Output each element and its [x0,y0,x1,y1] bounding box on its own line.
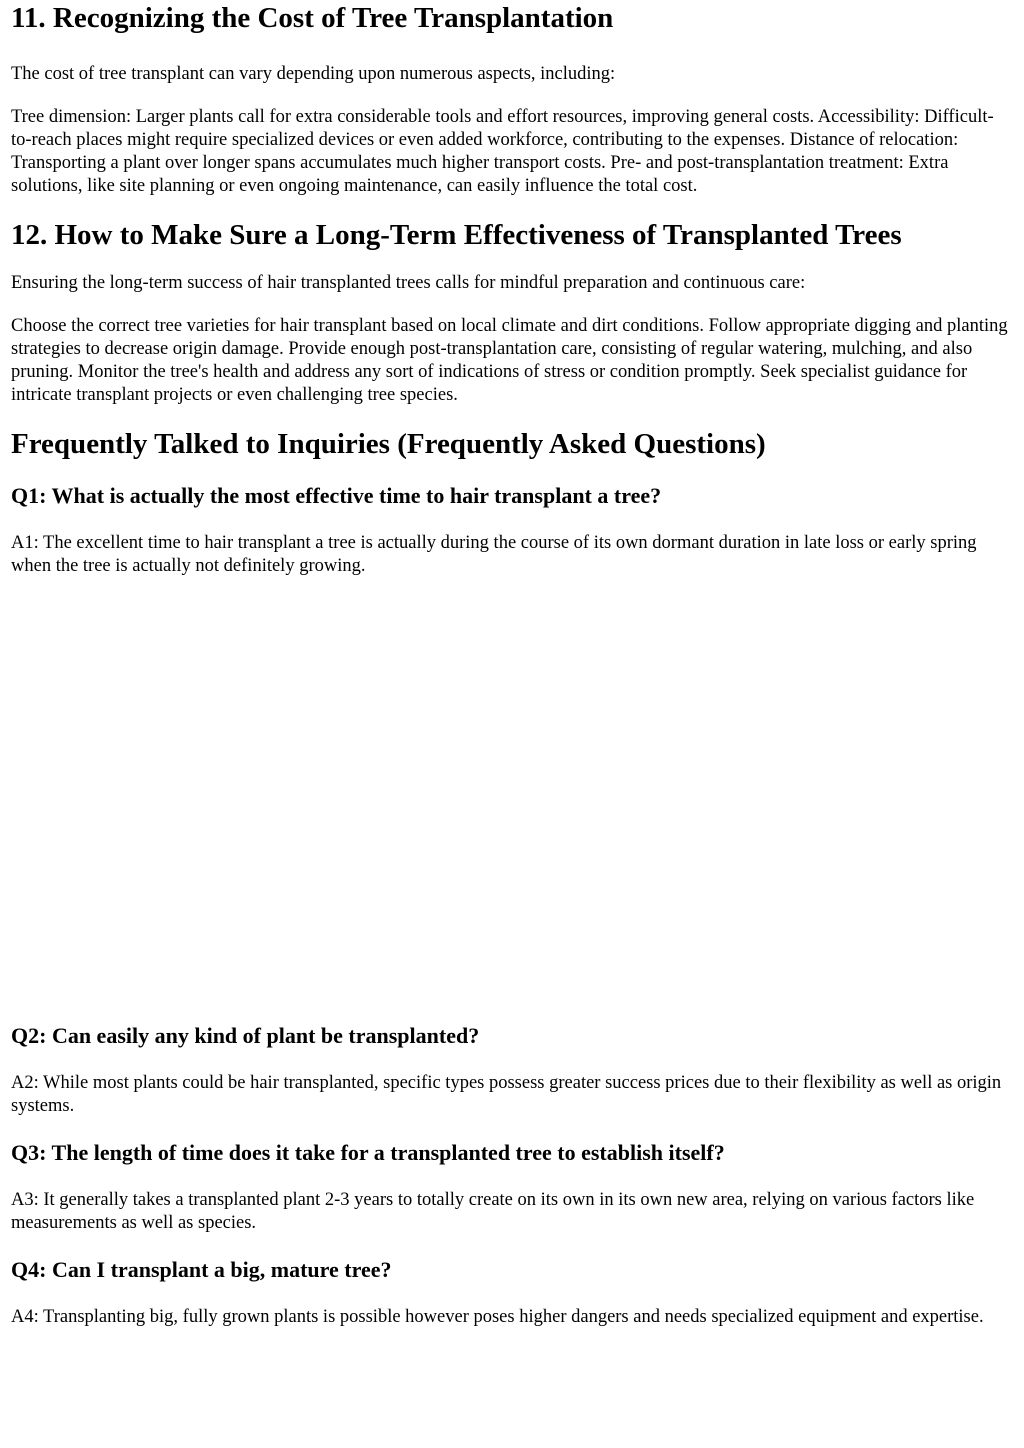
faq-question-2: Q2: Can easily any kind of plant be transplanted? [11,1023,480,1048]
section-11-body: Tree dimension: Larger plants call for extra considerable tools and effort resources, improving general costs. Accessibility: Difficult-to-reach places might require specialized devices or even added workforce, contributing to the expenses. Distance of relocation: Transporting a plant over longer spans accumulates much higher transport costs. Pre- and post-transplantation treatment: Extra solutions, like site planning or even ongoing maintenance, can easily influence the total cost. [11,107,994,196]
section-11-intro: The cost of tree transplant can vary depending upon numerous aspects, including: [11,64,616,84]
faq-answer-3: A3: It generally takes a transplanted plant 2-3 years to totally create on its own in its own new area, relying on various factors like measurements as well as species. [11,1190,975,1233]
faq-question-1: Q1: What is actually the most effective time to hair transplant a tree? [11,483,662,508]
faq-answer-4: A4: Transplanting big, fully grown plants is possible however poses higher dangers and needs specialized equipment and expertise. [11,1307,984,1327]
faq-answer-2: A2: While most plants could be hair transplanted, specific types possess greater success prices due to their flexibility as well as origin systems. [11,1073,1002,1116]
blank-embed-area [11,578,1013,1023]
faq-heading: Frequently Talked to Inquiries (Frequently Asked Questions) [11,428,766,460]
faq-question-3: Q3: The length of time does it take for a transplanted tree to establish itself? [11,1140,725,1165]
faq-answer-1: A1: The excellent time to hair transplant a tree is actually during the course of its own dormant duration in late loss or early spring when the tree is actually not definitely growing. [11,533,977,576]
section-12-intro: Ensuring the long-term success of hair transplanted trees calls for mindful preparation and continuous care: [11,273,806,293]
section-12-heading: 12. How to Make Sure a Long-Term Effectiveness of Transplanted Trees [11,219,902,251]
faq-question-4: Q4: Can I transplant a big, mature tree? [11,1257,392,1282]
section-12-body: Choose the correct tree varieties for hair transplant based on local climate and dirt conditions. Follow appropriate digging and planting strategies to decrease origin damage. Provide enough post-transplantation care, consisting of regular watering, mulching, and also pruning. Monitor the tree's health and address any sort of indications of stress or condition promptly. Seek specialist guidance for intricate transplant projects or even challenging tree species. [11,316,1008,405]
section-11-heading: 11. Recognizing the Cost of Tree Transplantation [11,2,614,34]
